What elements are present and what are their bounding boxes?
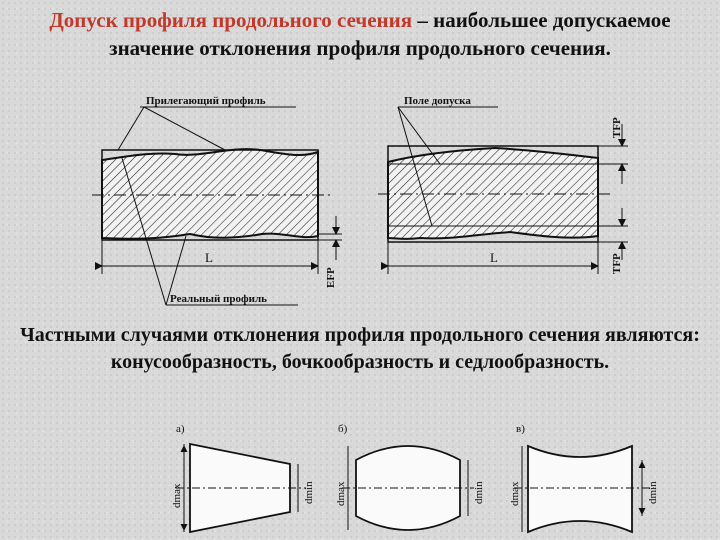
profile-figures xyxy=(0,88,720,318)
length-label-2: L xyxy=(490,250,498,265)
shape-barrel xyxy=(335,423,485,530)
shape-examples xyxy=(0,410,720,540)
real-profile-body xyxy=(102,149,318,239)
dmax-label-a: dmax xyxy=(171,483,183,508)
special-cases-text: Частными случаями отклонения профиля продольного сечения являются: конусообразность, бочкообразность и седлообразность. xyxy=(20,324,700,373)
adjacent-profile-label: Прилегающий профиль xyxy=(146,95,266,107)
length-label-1: L xyxy=(205,250,213,265)
shape-saddle xyxy=(509,423,659,532)
shape-cone xyxy=(171,423,315,532)
saddle-outline xyxy=(528,446,632,532)
tolerance-zone-label: Поле допуска xyxy=(404,95,471,107)
title-term: Допуск профиля продольного сечения xyxy=(49,8,413,32)
figure-tolerance-zone xyxy=(378,95,628,274)
dmax-label-c: dmax xyxy=(509,481,521,506)
dmin-label-b: dmin xyxy=(473,481,485,504)
shape-tag-b: б) xyxy=(338,423,348,435)
slide-title xyxy=(20,6,700,62)
real-profile-body-2 xyxy=(388,148,598,239)
dmin-label-a: dmin xyxy=(303,481,315,504)
dmax-label-b: dmax xyxy=(335,481,347,506)
tfp-bottom-label: TFP xyxy=(611,253,623,274)
shape-tag-c: в) xyxy=(516,423,525,435)
real-profile-label: Реальный профиль xyxy=(170,293,267,305)
title-definition: – наибольшее допускаемое значение отклонения профиля продольного сечения. xyxy=(109,8,671,60)
efp-label: EFP xyxy=(325,267,337,288)
dmin-label-c: dmin xyxy=(647,481,659,504)
figure-adjacent-profile xyxy=(92,95,342,305)
shape-tag-a: а) xyxy=(176,423,185,435)
tfp-top-label: TFP xyxy=(611,117,623,138)
